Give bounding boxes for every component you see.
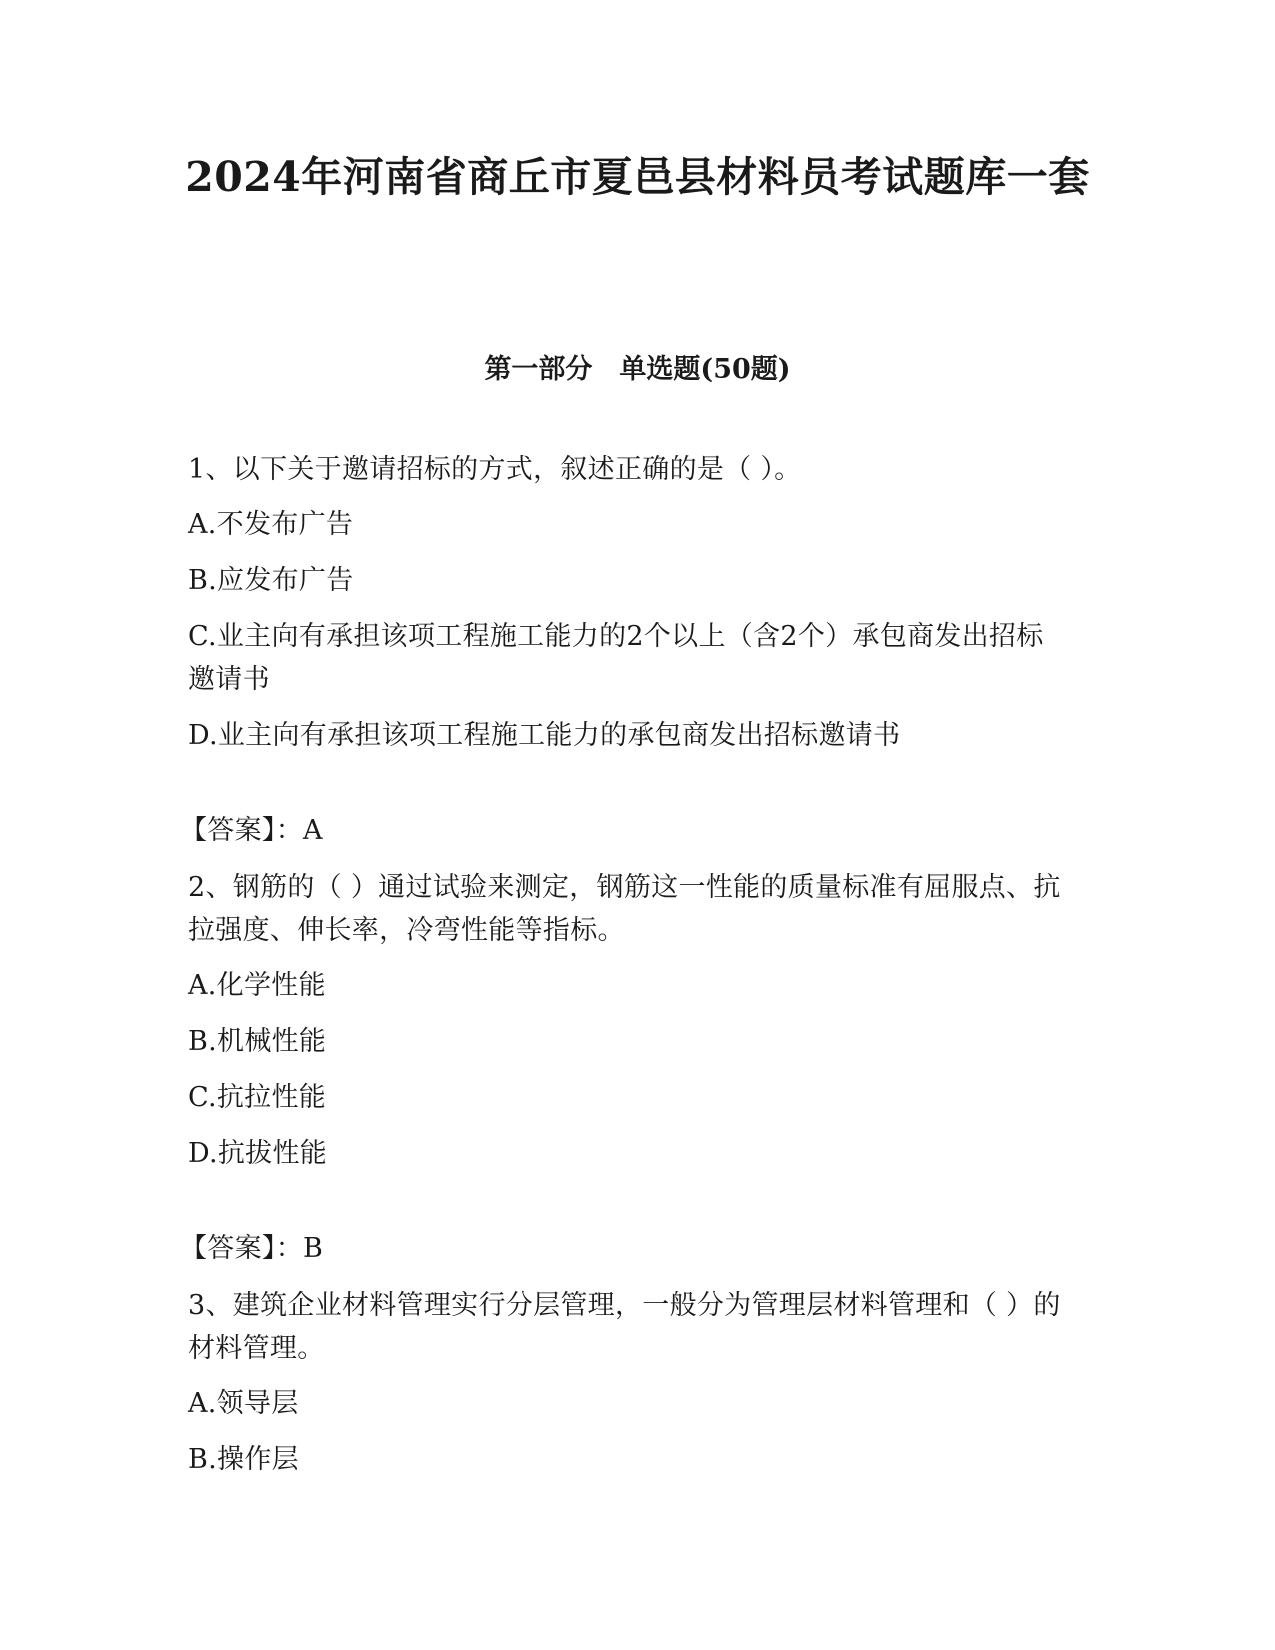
option-b: B.操作层: [188, 1444, 299, 1475]
option-d: D.抗拔性能: [188, 1138, 328, 1169]
question-list: [180, 448, 1068, 1494]
option-b: B.应发布广告: [188, 565, 354, 596]
question-block-2: [180, 866, 1068, 1270]
option-a: A.领导层: [188, 1388, 299, 1419]
question-stem: 3、建筑企业材料管理实行分层管理，一般分为管理层材料管理和（ ）的材料管理。: [188, 1290, 1061, 1364]
option-d: D.业主向有承担该项工程施工能力的承包商发出招标邀请书: [188, 720, 901, 751]
document-title: 2024年河南省商丘市夏邑县材料员考试题库一套: [185, 153, 1090, 201]
question-block-3: [188, 1284, 1068, 1481]
option-c: C.业主向有承担该项工程施工能力的2个以上（含2个）承包商发出招标邀请书: [188, 621, 1044, 695]
question-block-1: [180, 448, 1068, 852]
option-b: B.机械性能: [188, 1026, 327, 1057]
option-c: C.抗拉性能: [188, 1082, 327, 1113]
answer-label: 【答案】：B: [180, 1233, 324, 1264]
option-a: A.不发布广告: [188, 509, 354, 540]
question-stem: 1、以下关于邀请招标的方式，叙述正确的是（ ）。: [188, 454, 802, 485]
answer-label: 【答案】：A: [180, 815, 323, 846]
section-heading: 第一部分 单选题(50题): [484, 354, 791, 385]
option-a: A.化学性能: [188, 970, 326, 1001]
question-stem: 2、钢筋的（ ）通过试验来测定，钢筋这一性能的质量标准有屈服点、抗拉强度、伸长率，冷弯性能等指标。: [188, 872, 1061, 946]
